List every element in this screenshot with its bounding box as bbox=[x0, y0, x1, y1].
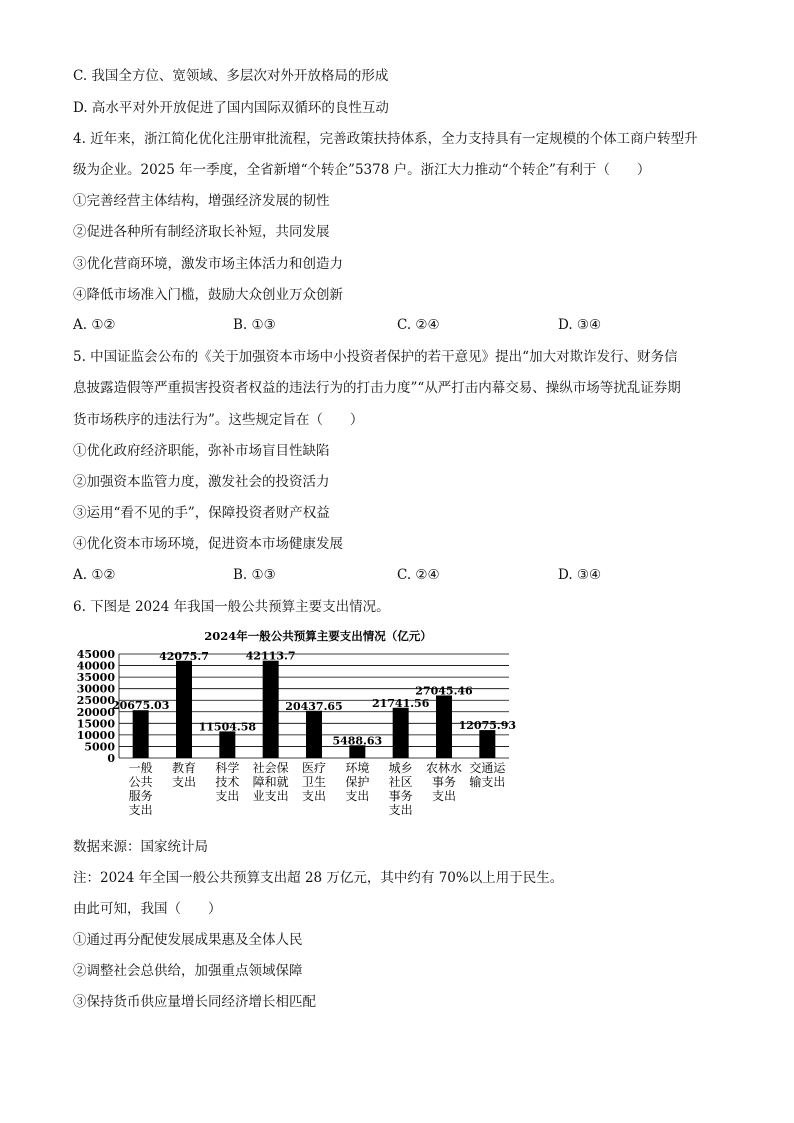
data-label: 5488.63 bbox=[332, 734, 383, 748]
category-label: 农林水 bbox=[425, 761, 463, 775]
data-label: 27045.46 bbox=[415, 684, 473, 698]
q5-option-c: C. ②④ bbox=[397, 567, 440, 583]
data-label: 20437.65 bbox=[285, 699, 343, 713]
q4-option-c: C. ②④ bbox=[397, 317, 440, 333]
category-label: 社会保 bbox=[252, 761, 289, 775]
y-tick-label: 45000 bbox=[76, 648, 115, 661]
data-label: 11504.58 bbox=[198, 720, 257, 734]
category-label: 支出 bbox=[128, 803, 153, 817]
category-label: 服务 bbox=[128, 789, 153, 803]
option-d-prev: D. 高水平对外开放促进了国内国际双循环的良性互动 bbox=[73, 100, 389, 116]
data-label: 42075.7 bbox=[159, 649, 209, 663]
q5-item-3: ③运用“看不见的手”，保障投资者财产权益 bbox=[73, 505, 330, 521]
q4-stem-line1: 4. 近年来，浙江简化优化注册审批流程，完善政策扶持体系，全力支持具有一定规模的个体工商户转型升 bbox=[73, 131, 698, 147]
expenditure-bar-chart bbox=[73, 626, 523, 826]
y-tick-label: 15000 bbox=[76, 717, 115, 731]
q5-option-b: B. ①③ bbox=[233, 567, 276, 583]
q4-item-2: ②促进各种所有制经济取长补短，共同发展 bbox=[73, 224, 330, 240]
q5-option-d: D. ③④ bbox=[558, 567, 602, 583]
category-label: 一般 bbox=[128, 761, 153, 775]
y-tick-label: 25000 bbox=[76, 694, 115, 708]
q4-option-b: B. ①③ bbox=[233, 317, 276, 333]
category-label: 业支出 bbox=[252, 789, 289, 803]
q4-item-4: ④降低市场准入门槛，鼓励大众创业万众创新 bbox=[73, 287, 343, 303]
category-label: 保护 bbox=[345, 775, 370, 789]
data-label: 42113.7 bbox=[245, 649, 296, 663]
y-tick-label: 10000 bbox=[76, 728, 115, 742]
chart-title: 2024年一般公共预算主要支出情况（亿元） bbox=[204, 629, 432, 643]
category-label: 输支出 bbox=[469, 775, 506, 789]
q4-item-3: ③优化营商环境，激发市场主体活力和创造力 bbox=[73, 256, 343, 272]
bar bbox=[176, 661, 192, 758]
category-label: 支出 bbox=[215, 789, 240, 803]
bar bbox=[263, 661, 279, 758]
category-label: 城乡 bbox=[388, 761, 413, 775]
category-label: 环境 bbox=[345, 761, 370, 775]
category-label: 公共 bbox=[128, 775, 153, 789]
category-label: 支出 bbox=[345, 789, 370, 803]
q5-stem-line3: 货市场秩序的违法行为”。这些规定旨在（ ） bbox=[73, 412, 364, 428]
bar bbox=[436, 695, 452, 758]
bar bbox=[479, 730, 495, 758]
y-tick-label: 0 bbox=[107, 752, 115, 765]
chart-note: 注：2024 年全国一般公共预算支出超 28 万亿元，其中约有 70%以上用于民生。 bbox=[73, 870, 564, 886]
q4-option-a: A. ①② bbox=[73, 317, 116, 333]
category-label: 社区 bbox=[388, 775, 413, 789]
category-label: 支出 bbox=[388, 803, 413, 817]
category-label: 技术 bbox=[215, 775, 240, 789]
bar bbox=[306, 711, 322, 758]
q5-item-2: ②加强资本监管力度，激发社会的投资活力 bbox=[73, 474, 330, 490]
q5-option-a: A. ①② bbox=[73, 567, 116, 583]
data-label: 21741.56 bbox=[371, 696, 430, 710]
bar bbox=[133, 710, 149, 758]
q5-stem-line1: 5. 中国证监会公布的《关于加强资本市场中小投资者保护的若干意见》提出“加大对欺诈发行、财务信 bbox=[73, 349, 678, 365]
category-label: 交通运 bbox=[469, 761, 506, 775]
category-label: 教育 bbox=[171, 761, 197, 775]
y-tick-label: 35000 bbox=[76, 671, 115, 685]
q5-stem-line2: 息披露造假等严重损害投资者权益的违法行为的打击力度”“从严打击内幕交易、操纵市场等扰乱证券期 bbox=[73, 380, 681, 396]
category-label: 卫生 bbox=[301, 775, 327, 789]
bar bbox=[219, 731, 235, 758]
category-label: 科学 bbox=[215, 761, 240, 775]
y-tick-label: 40000 bbox=[76, 659, 115, 673]
q6-stem: 6. 下图是 2024 年我国一般公共预算主要支出情况。 bbox=[73, 599, 390, 615]
y-tick-label: 30000 bbox=[76, 682, 115, 696]
q6-question: 由此可知，我国（ ） bbox=[73, 901, 222, 917]
y-tick-label: 20000 bbox=[76, 705, 115, 719]
q4-item-1: ①完善经营主体结构，增强经济发展的韧性 bbox=[73, 193, 330, 209]
data-label: 12075.93 bbox=[458, 719, 517, 733]
category-label: 事务 bbox=[388, 789, 413, 803]
q4-option-d: D. ③④ bbox=[558, 317, 602, 333]
y-tick-label: 5000 bbox=[84, 740, 115, 754]
q5-item-4: ④优化资本市场环境，促进资本市场健康发展 bbox=[73, 536, 343, 552]
bar bbox=[393, 708, 409, 758]
category-label: 医疗 bbox=[301, 761, 327, 775]
category-label: 支出 bbox=[301, 789, 327, 803]
data-label: 20675.03 bbox=[111, 699, 170, 713]
option-c-prev: C. 我国全方位、宽领域、多层次对外开放格局的形成 bbox=[73, 68, 389, 84]
category-label: 支出 bbox=[171, 775, 197, 789]
q6-item-1: ①通过再分配使发展成果惠及全体人民 bbox=[73, 932, 303, 948]
data-source: 数据来源：国家统计局 bbox=[73, 839, 208, 855]
q6-item-3: ③保持货币供应量增长同经济增长相匹配 bbox=[73, 994, 316, 1010]
q4-stem-line2: 级为企业。2025 年一季度，全省新增“个转企”5378 户。浙江大力推动“个转企”有利于（ ） bbox=[73, 162, 651, 178]
q6-item-2: ②调整社会总供给，加强重点领域保障 bbox=[73, 963, 303, 979]
category-label: 障和就 bbox=[252, 775, 289, 789]
category-label: 支出 bbox=[431, 789, 457, 803]
q5-item-1: ①优化政府经济职能，弥补市场盲目性缺陷 bbox=[73, 443, 330, 459]
category-label: 事务 bbox=[431, 775, 457, 789]
